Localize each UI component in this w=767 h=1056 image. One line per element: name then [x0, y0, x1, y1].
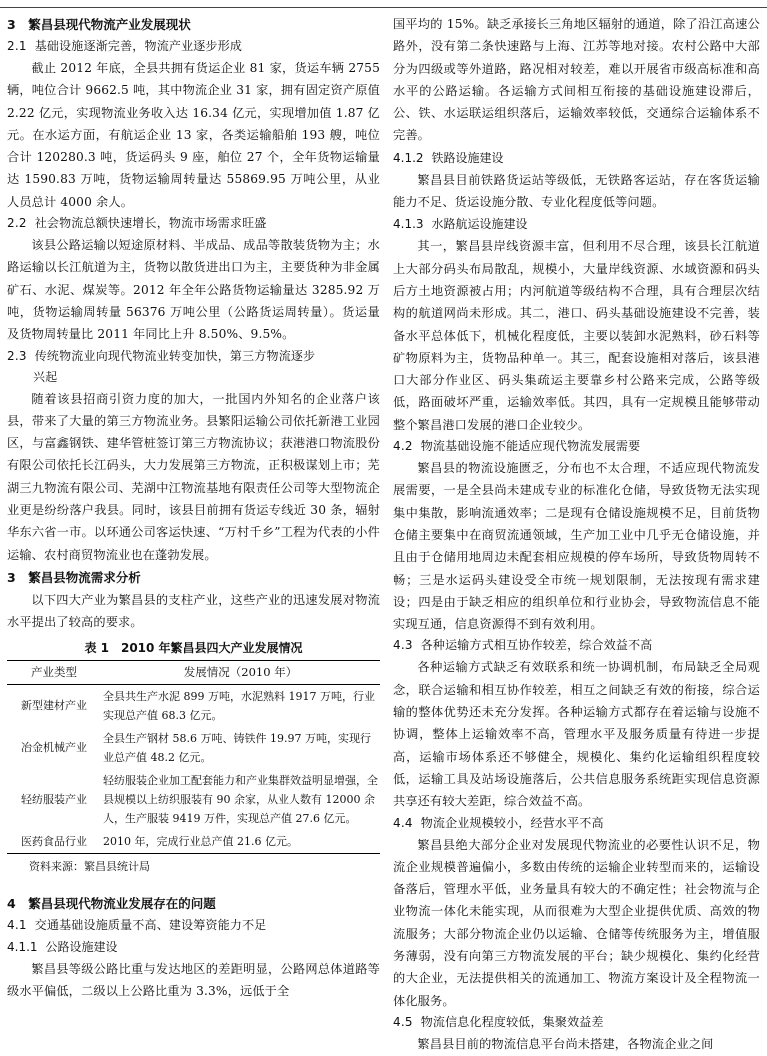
subsubsection-heading [7, 936, 380, 958]
paragraph: 以下四大产业为繁昌县的支柱产业，这些产业的迅速发展对物流水平提出了较高的要求。 [7, 592, 380, 630]
table-cell-description: 2010 年，完成行业总产值 21.6 亿元。 [101, 830, 380, 854]
table-source-note: 资料来源：繁昌县统计局 [29, 859, 150, 873]
subsection-heading [7, 213, 380, 234]
subsection-number: 4.4 [393, 815, 413, 830]
subsubsection-heading [393, 147, 760, 169]
table-row [7, 684, 380, 727]
subsection-heading [393, 436, 760, 457]
table-header-category: 产业类型 [7, 660, 101, 684]
page-header-rule [0, 0, 767, 8]
subsection-heading [7, 915, 380, 936]
subsection-title: 基础设施逐渐完善，物流产业逐步形成 [34, 39, 243, 53]
table-cell-category: 新型建材产业 [21, 699, 87, 713]
subsection-heading [393, 813, 760, 834]
subsection-heading [393, 1012, 760, 1033]
subsubsection-number: 4.1.2 [393, 150, 424, 165]
subsubsection-number: 4.1.3 [393, 217, 424, 232]
subsection-title: 传统物流业向现代物流业转变加快，第三方物流逐步 [34, 348, 316, 363]
paragraph: 繁昌县目前的物流信息平台尚未搭建，各物流企业之间 [417, 1036, 714, 1051]
spacer [7, 878, 380, 892]
paragraph: 该县公路运输以短途原材料、半成品、成品等散装货物为主；水路运输以长江航道为主，货物以散货进出口为主，主要货种为非金属矿石、水泥、煤炭等。2012 年全年公路货物运输量达 3285.92 万吨，货物运输周转量 56376 万吨公里（公路货运周转量）。货运量及货物周转量比 2011 年同比上升 8.50%、9.5%。 [7, 238, 380, 342]
subsubsection-title: 水路航运设施建设 [431, 217, 528, 232]
section-heading: 3 繁昌县现代物流产业发展现状 [7, 17, 191, 32]
subsection-number: 2.2 [7, 216, 27, 231]
paragraph: 繁昌县等级公路比重与发达地区的差距明显，公路网总体道路等级水平偏低，二级以上公路比重为 3.3%，远低于全 [7, 961, 380, 998]
table-header-description: 发展情况（2010 年） [101, 660, 380, 684]
paragraph: 截止 2012 年底，全县共拥有货运企业 81 家，货运车辆 2755 辆，吨位合计 9662.5 吨，其中物流企业 31 家，拥有固定资产原值 2.22 亿元，实现物流业务收入达 16.34 亿元，实现增加值 1.87 亿元。在水运方面，有航运企业 13 家，各类运输船舶 193 艘，吨位合计 120280.3 吨，货运码头 9 座，舶位 27 个，全年货物运输量达 1590.83 万吨，货物运输周转量达 55869.95 万吨公里，从业人员总计 4000 余人。 [7, 61, 380, 209]
table-row [7, 769, 380, 830]
subsection-number: 4.5 [393, 1014, 413, 1029]
table-row [7, 830, 380, 854]
subsection-heading [7, 36, 380, 57]
industry-table [7, 660, 380, 854]
paragraph: 各种运输方式缺乏有效联系和统一协调机制，布局缺乏全局观念，联合运输和相互协作较差，相互之间缺乏有效的衔接，综合运输的整体优势还未充分发挥。各种运输方式都存在着运输与设施不协调，整体上运输效率不高，管理水平及服务质量有待进一步提高，运输市场体系还不够健全，规模化、集约化运输组织程度较低，运输工具及站场设施落后，公共信息服务系统距实现信息资源共享还有较大差距，综合效益不高。 [393, 660, 760, 809]
subsection-number: 4.3 [393, 638, 413, 653]
subsection-heading [7, 346, 380, 388]
right-column [393, 13, 760, 1056]
table-cell-category: 冶金机械产业 [21, 741, 87, 755]
section-heading: 3 繁昌县物流需求分析 [7, 569, 141, 585]
subsubsection-title: 公路设施建设 [45, 939, 118, 954]
subsection-title: 交通基础设施质量不高、建设筹资能力不足 [34, 917, 267, 932]
subsection-number: 4.2 [393, 439, 413, 454]
table-cell-description: 全县共生产水泥 899 万吨，水泥熟料 1917 万吨，行业实现总产值 68.3 亿元。 [103, 689, 375, 722]
subsubsection-title: 铁路设施建设 [431, 150, 504, 165]
subsection-number: 4.1 [7, 917, 27, 932]
paragraph: 随着该县招商引资力度的加大，一批国内外知名的企业落户该县，带来了大量的第三方物流业务。县繁阳运输公司依托新港工业园区，与富鑫钢铁、建华管桩签订第三方物流协议；获港港口物流股份有限公司依托长江码头，大力发展第三方物流，正积极谋划上市；芜湖三九物流有限公司、芜湖中江物流基地有限责任公司等大型物流企业更是纷纷落户我县。同时，该县目前拥有货运专线近 30 条，辐射华东六省一市。以环通公司客运快速、“万村千乡”工程为代表的小件运输、农村商贸物流业也在蓬勃发展。 [7, 391, 380, 562]
subsection-heading [393, 635, 760, 656]
subsection-title: 物流基础设施不能适应现代物流发展需要 [420, 439, 641, 454]
paragraph: 繁昌县的物流设施匮乏，分布也不太合理，不适应现代物流发展需要，一是全县尚未建成专业的标准化仓储，导致货物无法实现集中集散，影响流通效率；二是现有仓储设施规模不足，目前货物仓储主要集中在商贸流通领域，生产加工业中几乎无仓储设施，并且由于仓储用地周边未配套相应规模的停车场所，导致货物周转不畅；三是水运码头建设受全市统一规划限制，无法按现有需求建设；四是由于缺乏相应的组织单位和行业协会，导致物流信息不能实现互通，信息资源得不到有效利用。 [393, 461, 760, 632]
table-cell-description: 全县生产钢材 58.6 万吨、铸铁件 19.97 万吨，实现行业总产值 48.2 亿元。 [103, 731, 371, 764]
left-column [7, 13, 380, 1056]
paragraph-continued: 国平均的 15%。缺乏承接长三角地区辐射的通道，除了沿江高速公路外，没有第二条快速路与上海、江苏等地对接。农村公路中大部分为四级或等外道路，路况相对较差，难以开展省市级高标准和高水平的公路运输。各运输方式间相互衔接的基础设施建设滞后，公、铁、水运联运组织落后，运输效率较低，交通综合运输体系不完善。 [393, 17, 760, 143]
subsection-title: 各种运输方式相互协作较差，综合效益不高 [420, 638, 653, 653]
table-row [7, 727, 380, 769]
paragraph: 繁昌县目前铁路货运站等级低，无铁路客运站，存在客货运输能力不足、货运设施分散、专业化程度低等问题。 [393, 172, 760, 210]
subsection-title-continued: 兴起 [33, 369, 58, 384]
section-heading: 4 繁昌县现代物流业发展存在的问题 [7, 895, 216, 911]
table-cell-category: 医药食品行业 [7, 830, 101, 854]
table-cell-category: 轻纺服装产业 [21, 792, 87, 806]
paragraph: 其一，繁昌县岸线资源丰富，但利用不尽合理，该县长江航道上大部分码头布局散乱，规模小，大量岸线资源、水域资源和码头后方土地资源被占用；内河航道等级结构不合理，具有合理层次结构的航道网尚未形成。其二，港口、码头基础设施建设不完善，装备水平总体低下，机械化程度低，主要以装卸水泥熟料，砂石料等矿物原料为主，货物品种单一。其三，配套设施相对落后，该县港口大部分作业区、码头集疏运主要靠乡村公路来完成，公路等级低，路面破坏严重，运输效率低。其四，具有一定规模且能够带动整个繁昌港口发展的港口企业较少。 [393, 239, 760, 432]
subsubsection-heading [393, 213, 760, 235]
subsection-title: 物流信息化程度较低，集聚效益差 [420, 1014, 604, 1029]
subsection-title: 物流企业规模较小，经营水平不高 [420, 815, 604, 830]
subsubsection-number: 4.1.1 [7, 939, 38, 954]
subsection-title: 社会物流总额快速增长，物流市场需求旺盛 [34, 216, 267, 231]
table-cell-description: 轻纺服装企业加工配套能力和产业集群效益明显增强，全县规模以上纺织服装有 90 余家，从业人数有 12000 余人，生产服装 9419 万件，实现总产值 27.6 亿元。 [103, 773, 378, 825]
table-header-row [7, 660, 380, 684]
paragraph: 繁昌县绝大部分企业对发展现代物流业的必要性认识不足，物流企业规模普遍偏小，多数由传统的运输企业转型而来的，运输设备落后，管理水平低，业务量具有较大的不确定性；社会物流与企业物流一体化未能实现，从而很难为大型企业提供优质、高效的物流服务；大部分物流企业仍以运输、仓储等传统服务为主，增值服务薄弱，没有向第三方物流发展的平台；缺少规模化、集约化经营的大企业，无法提供相关的流通加工、物流方案设计及全程物流一体化服务。 [393, 837, 760, 1008]
subsection-number: 2.1 [7, 39, 27, 53]
subsection-number: 2.3 [7, 348, 27, 363]
table-caption: 表 1 2010 年繁昌县四大产业发展情况 [84, 640, 303, 655]
